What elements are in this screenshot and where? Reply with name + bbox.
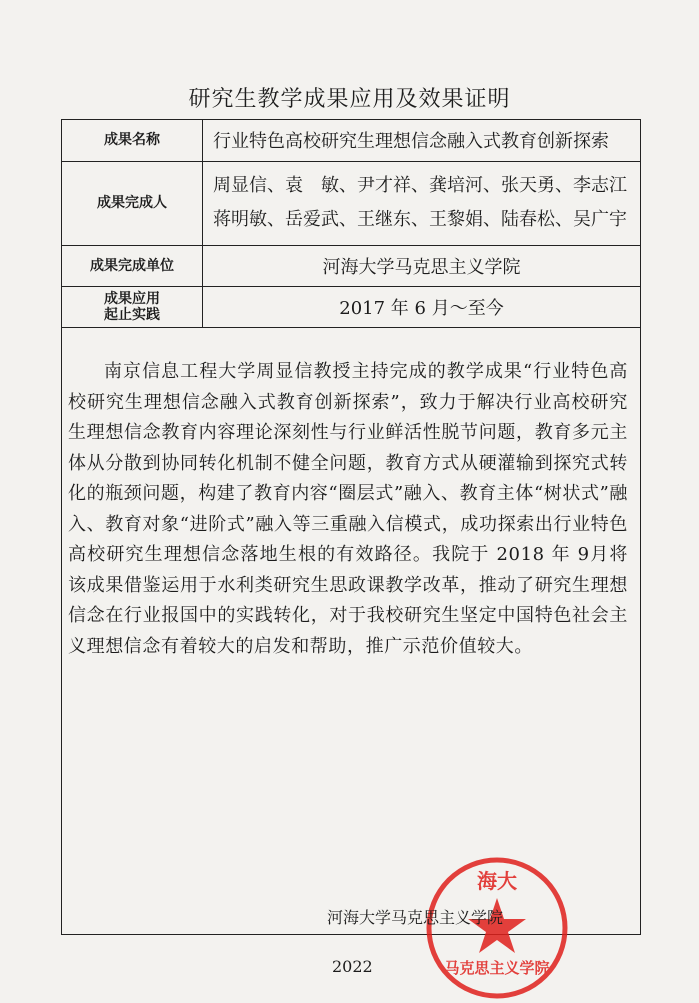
signature-date: 2022 [332,957,373,976]
page-title: 研究生教学成果应用及效果证明 [188,87,511,112]
info-table [62,120,640,328]
signature: 河海大学马克思主义学院 [327,908,504,927]
people-label: 成果完成人 [62,161,203,245]
period-value: 2017 年 6 月～至今 [203,286,641,327]
period-label-line-2: 起止实践 [104,306,160,323]
table-row [62,161,640,245]
seal-text-top: 海大 [477,869,517,893]
body-paragraph: 南京信息工程大学周显信教授主持完成的教学成果“行业特色高校研究生理想信念融入式教育创新探索”，致力于解决行业高校研究生理想信念教育内容理论深刻性与行业鲜活性脱节问题，教育多元主体从分散到协同转化机制不健全问题，教育方式从硬灌输到探究式转化的瓶颈问题，构建了教育内容“圈层式”融入、教育主体“树状式”融入、教育对象“进阶式”融入等三重融入信模式，成功探索出行业特色高校研究生理想信念落地生根的有效路径。我院于 2018 年 9月将该成果借鉴运用于水利类研究生思政课教学改革，推动了研究生理想信念在行业报国中的实践转化，对于我校研究生坚定中国特色社会主义理想信念有着较大的启发和帮助，推广示范价值较大。 [68,361,629,657]
unit-value: 河海大学马克思主义学院 [203,245,641,286]
period-label-line-1: 成果应用 [104,290,160,307]
name-value: 行业特色高校研究生理想信念融入式教育创新探索 [203,120,641,161]
official-seal [422,853,572,1003]
people-value [203,161,641,245]
seal-text-bottom: 马克思主义学院 [444,959,550,977]
table-row [62,286,640,327]
period-label [62,286,203,327]
table-row [62,245,640,286]
unit-label: 成果完成单位 [62,245,203,286]
document-frame [61,119,641,977]
name-label: 成果名称 [62,120,203,161]
table-row [62,120,640,161]
people-line-2: 蒋明敏、岳爱武、王继东、王黎娟、陆春松、吴广宇 [213,209,627,230]
people-line-1: 周显信、袁 敏、尹才祥、龚培河、张天勇、李志江 [213,175,627,196]
